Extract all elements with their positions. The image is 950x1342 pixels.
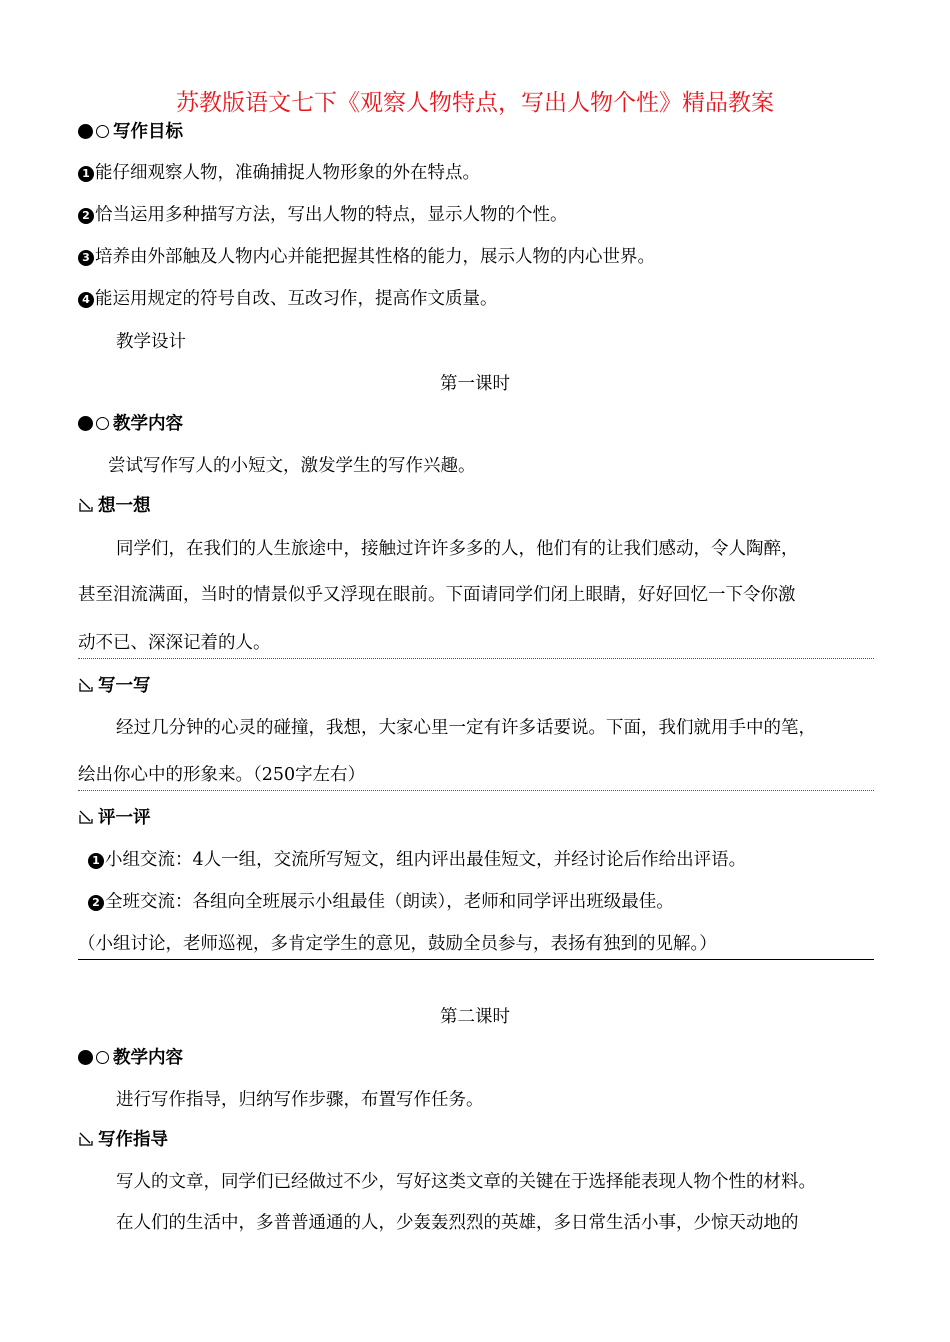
lesson1-title: 第一课时 [440, 374, 510, 394]
goals-heading [78, 120, 183, 144]
design-label: 教学设计 [116, 332, 186, 352]
circle-icon [96, 1051, 109, 1064]
think-line-3: 动不已、深深记着的人。 [78, 633, 271, 653]
write-line-1: 经过几分钟的心灵的碰撞，我想，大家心里一定有许多话要说。下面，我们就用手中的笔， [116, 718, 816, 738]
lesson2-content-text: 进行写作指导，归纳写作步骤，布置写作任务。 [116, 1090, 484, 1110]
lesson1-content-text: 尝试写作写人的小短文，激发学生的写作兴趣。 [108, 456, 476, 476]
circle-icon [96, 125, 109, 138]
goal-item-1: 1 能仔细观察人物，准确捕捉人物形象的外在特点。 [78, 161, 480, 185]
section-divider [78, 959, 874, 960]
dotted-divider [78, 790, 874, 791]
pen-icon [78, 1131, 94, 1147]
goal-item-4: 4 能运用规定的符号自改、互改习作，提高作文质量。 [78, 287, 498, 311]
review-item-1: 1 小组交流：4人一组，交流所写短文，组内评出最佳短文，并经讨论后作给出评语。 [88, 848, 746, 872]
lesson1-content-heading: 教学内容 [78, 412, 183, 436]
think-line-1: 同学们，在我们的人生旅途中，接触过许许多多的人，他们有的让我们感动，令人陶醉， [116, 539, 799, 559]
goal-item-3: 3 培养由外部触及人物内心并能把握其性格的能力，展示人物的内心世界。 [78, 245, 655, 269]
number-1-icon: 1 [88, 853, 104, 869]
document-title: 苏教版语文七下《观察人物特点，写出人物个性》精品教案 [176, 90, 774, 116]
guide-heading: 写作指导 [78, 1128, 168, 1152]
goals-heading-text: 写作目标 [113, 122, 183, 142]
number-4-icon: 4 [78, 292, 94, 308]
pen-icon [78, 677, 94, 693]
think-line-2: 甚至泪流满面，当时的情景似乎又浮现在眼前。下面请同学们闭上眼睛，好好回忆一下令你激 [78, 585, 796, 605]
filled-dot-icon [78, 416, 93, 431]
circle-icon [96, 417, 109, 430]
write-line-2: 绘出你心中的形象来。（250字左右） [78, 765, 366, 785]
dotted-divider [78, 658, 874, 659]
think-heading: 想一想 [78, 494, 151, 518]
review-item-2: 2 全班交流：各组向全班展示小组最佳（朗读），老师和同学评出班级最佳。 [88, 890, 674, 914]
filled-dot-icon [78, 124, 93, 139]
number-1-icon: 1 [78, 166, 94, 182]
lesson2-content-heading: 教学内容 [78, 1046, 183, 1070]
review-heading: 评一评 [78, 806, 151, 830]
guide-line-2: 在人们的生活中，多普普通通的人，少轰轰烈烈的英雄，多日常生活小事，少惊天动地的 [116, 1213, 799, 1233]
filled-dot-icon [78, 1050, 93, 1065]
pen-icon [78, 497, 94, 513]
pen-icon [78, 809, 94, 825]
write-heading: 写一写 [78, 674, 151, 698]
goal-item-2: 2 恰当运用多种描写方法，写出人物的特点，显示人物的个性。 [78, 203, 568, 227]
number-2-icon: 2 [88, 895, 104, 911]
number-3-icon: 3 [78, 250, 94, 266]
number-2-icon: 2 [78, 208, 94, 224]
review-note: （小组讨论，老师巡视，多肯定学生的意见，鼓励全员参与，表扬有独到的见解。） [78, 934, 717, 954]
guide-line-1: 写人的文章，同学们已经做过不少，写好这类文章的关键在于选择能表现人物个性的材料。 [116, 1172, 816, 1192]
lesson2-title: 第二课时 [440, 1007, 510, 1027]
